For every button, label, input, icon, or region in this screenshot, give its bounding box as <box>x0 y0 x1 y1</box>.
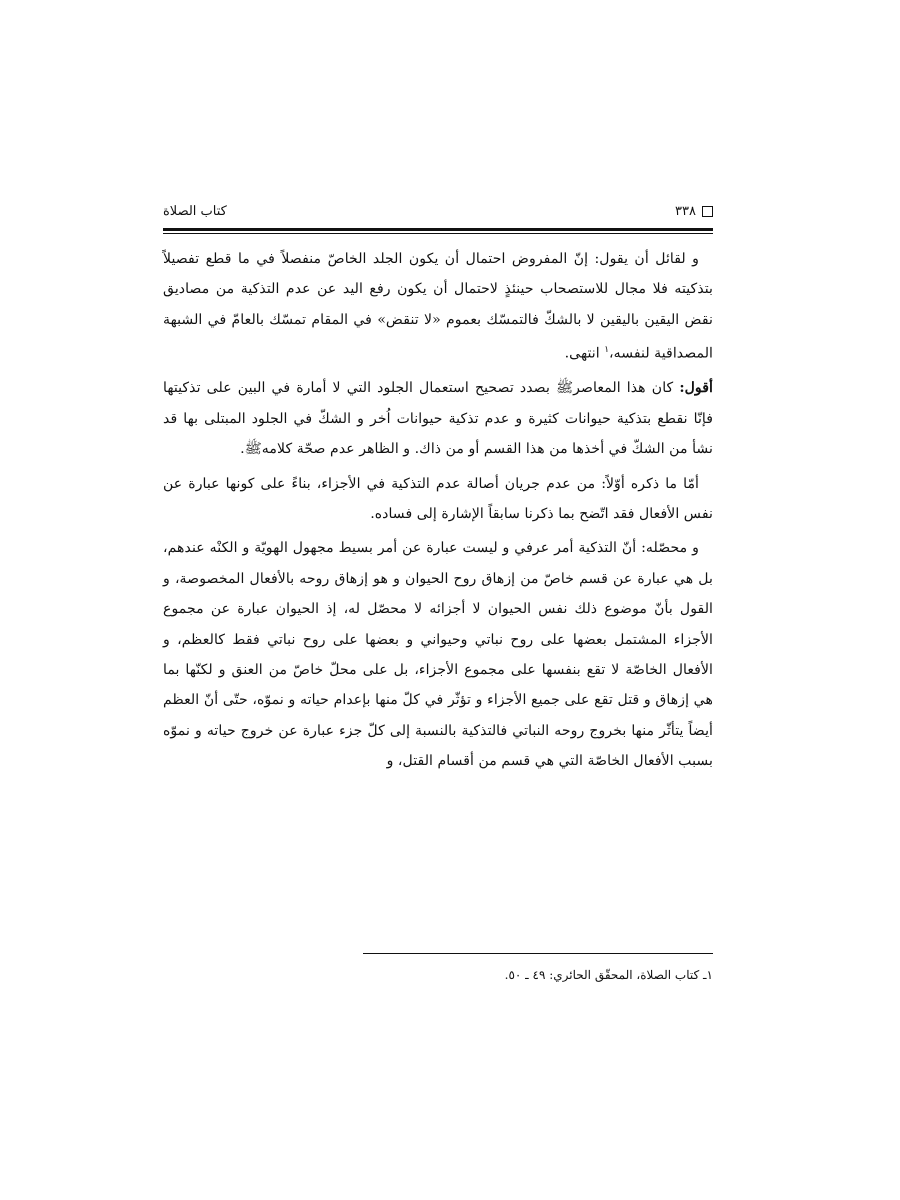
paragraph-2-lead: أقول: <box>679 380 713 397</box>
paragraph-3: أمّا ما ذكره أوّلاً: من عدم جريان أصالة عدم التذكية في الأجزاء، بناءً على كونها عبارة عن نفس الأفعال فقد اتّضح بما ذكرنا سابقاً الإشارة إلى فساده. <box>163 475 713 522</box>
book-title: كتاب الصلاة <box>163 204 227 219</box>
page-header <box>163 196 713 226</box>
page-number-group <box>675 204 713 219</box>
main-text <box>163 244 713 777</box>
page-number: ٣٣٨ <box>675 204 696 219</box>
square-icon <box>702 206 713 217</box>
footnote-rule <box>363 953 713 954</box>
header-rule <box>163 228 713 231</box>
paragraph-2-text: كان هذا المعاصرﷺ بصدد تصحيح استعمال الجلود التي لا أمارة في البين على تذكيتها فإنّا نقطع بتذكية حيوانات كثيرة و عدم تذكية حيوانات اُخر و الشكّ في الجلود المبتلى بها قد نشأ من الشكّ في أخذها من هذا القسم أو من ذاك. و الظاهر عدم صحّة كلامهﷺ. <box>163 380 713 458</box>
paragraph-2 <box>163 373 713 464</box>
paragraph-1-text: و لقائل أن يقول: إنّ المفروض احتمال أن يكون الجلد الخاصّ منفصلاً في ما قطع تفصيلاً بتذكيته فلا مجال للاستصحاب حينئذٍ لاحتمال أن يكون رفع اليد عن عدم التذكية من مصاديق نقض اليقين باليقين لا بالشكّ فالتمسّك بعموم «لا تنقض» في المقام تمسّك بالعامّ في الشبهة المصداقية لنفسه، <box>163 251 713 362</box>
paragraph-1-end: انتهى. <box>564 345 605 362</box>
paragraph-4: و محصّله: أنّ التذكية أمر عرفي و ليست عبارة عن أمر بسيط مجهول الهويّة و الكنْه عندهم، بل هي عبارة عن قسم خاصّ من إزهاق روح الحيوان و هو إزهاق روحه بالأفعال المخصوصة، و القول بأنّ موضوع ذلك نفس الحيوان لا أجزائه لا محصّل له، إذ الحيوان عبارة عن مجموع الأجزاء المشتمل بعضها على روح نباتي وحيواني و بعضها على روح نباتي فقط كالعظم، و الأفعال الخاصّة لا تقع بنفسها على مجموع الأجزاء، بل على محلّ خاصّ من العنق و لكنّها بما هي إزهاق و قتل تقع على جميع الأجزاء و تؤثّر في كلّ منها بإعدام حياته و نموّه، حتّى أنّ العظم أيضاً يتأثّر منها بخروج روحه النباتي فالتذكية بالنسبة إلى كلّ جزء عبارة عن خروج حياته و نموّه بسبب الأفعال الخاصّة التي هي قسم من أقسام القتل، و <box>163 540 713 770</box>
footnote: ١ـ كتاب الصلاة، المحقّق الحائري: ٤٩ ـ ٥٠. <box>504 968 713 982</box>
header-rule-thin <box>163 233 713 234</box>
footnote-ref: ١ <box>604 345 610 356</box>
paragraph-1 <box>163 244 713 369</box>
